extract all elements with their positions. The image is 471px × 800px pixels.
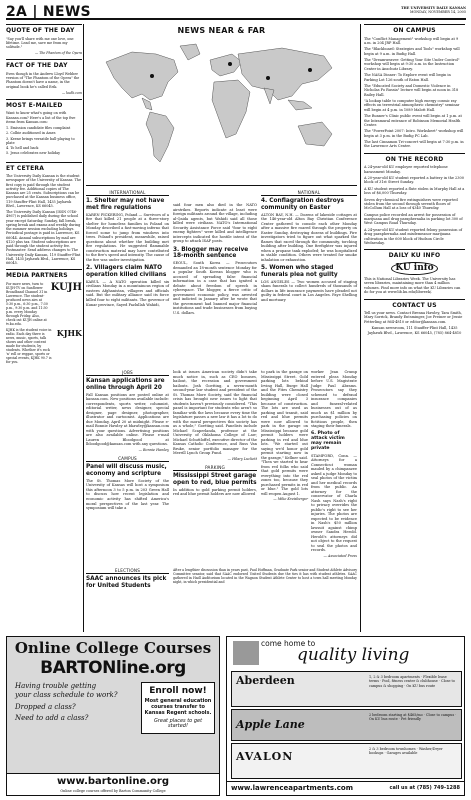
avalon-listing [231,743,462,779]
record-item: A 20-year-old KU student reported a battery in the 2300 block of 31st Street Sunday. [364,176,464,185]
fact-source: — kudb.com [61,90,82,95]
marker-poland [228,62,232,66]
campus-body: The St. Thomas More Society of the University of Kansas will host a symposium this afternoon 3 to 5 p.m. in 203 Green Hall to discuss how recent legislation and economic activity has shifted America's moral perspectives of the last year. The symposium will take a [86,478,169,511]
on-campus-item: The "Dreamweaver: Getting Your Site Under Control" workshop will begin at 9:30 a.m. in the Instruction Center in Anschutz Library. [364,58,460,71]
record-item: Seven dry-chemical fire extinguishers were reported stolen from the second through seventh floors of McCollum Hall at a loss of $340 Thursday. [364,197,458,211]
barton-ad-fineprint: Online college courses offered by Barton Community College [60,788,166,793]
media-kujh [6,282,82,326]
most-emailed-heading: MOST E-MAILED [6,99,82,110]
campus-kicker: CAMPUS [86,456,169,462]
most-emailed-item[interactable]: 3. Keene brings versatile ball-playing to plate [6,136,75,145]
on-campus-item: The "Educated Society and Domestic Violence in Nicholas Fo Russia" lecture will begin at noon in 318 Bailey Hall. [364,83,459,97]
elections-body: After a lengthier discussion than in years past, Paul Hoffman, Graduate Park senior and Student Athlete Advisory Committee senator, said that SAAC endorsed United Students due the ties it has with student athletes. SAAC gathered in Hadl Auditorium located in the Wagnon Student Athlete Center to host a town hall meeting Monday night, in which presidential and [173,568,357,584]
barton-ad-band [7,637,219,795]
barton-enroll-sub: Most general education courses transfer to Kansas Regent schools. [144,698,212,716]
barton-ad-footer [7,773,219,795]
campus-col-2 [173,370,257,497]
most-emailed-item[interactable]: 2. Colbie auditioned in Ames [6,131,56,136]
story-2-headline[interactable]: 2. Villagers claim NATO operation killed civilians [86,265,167,278]
on-campus-item: The Runner's Clinic public event will begin at 1 p.m. at the Intramural entrance of Robinson Memorial Health Center. [364,114,462,127]
masthead [6,4,466,20]
section-title: 2A | NEWS [6,4,91,20]
jobs-kicker: JOBS [86,370,169,376]
elections-headline[interactable]: SAAC announces its pick for United Students [86,576,167,589]
aberdeen-listing [231,671,462,707]
on-campus-item: The "PowerPoint 2007: Intro. Worksheet" workshop will begin at 3 p.m. in the Budig PC Lab. [364,129,464,138]
most-emailed-item[interactable]: 1. Emission candidate files complaint [6,126,71,130]
marker-afghanistan [266,76,270,80]
campus-byline: — Hilary Luckett [227,456,257,461]
story-6-body: STAMFORD, Conn. — Attorneys for a Connecticut woman mauled by a chimpanzee asked a judge Monday to seal photos of the victim and her medical records from the public. An attorney for the conservator of Charla Nash says Nash's right to privacy overrides the public's right to see her injuries. The photos are expected to be evidence in Nash's $50 million lawsuit against chimp owner Sandra Herold. Herold's attorneys did not object to the request to seal the photos and records. [311,453,357,553]
story-2-body: KABUL — A NATO operation killed six civilians Monday in a mountainous region of eastern Afghanistan, villagers and officials said. But the military alliance said its force killed four to eight militants. The governor of Kunar province, Sayed Fazlullah Wahidi, [86,279,169,307]
elections-kicker: ELECTIONS [86,568,169,574]
on-campus-item: The last Cinnamon Tri-concert will begin at 7:30 p.m. in the Lawrence Arts Center. [364,140,464,149]
quality-ad-phone: call us at (785) 749-1288 [389,785,460,792]
story-4-headline[interactable]: 4. Conflagration destroys community on Easter [261,198,345,211]
publication-name: THE UNIVERSITY DAILY KANSAN [401,6,466,10]
parking-headline[interactable]: Mississippi Street garage open to red, blue permits [173,473,257,486]
media-kujh-text: For more news, turn to KUJH-TV on Sunflower Broadband Channel 31 in Lawrence. The student-produced news airs at 5:30 p.m., 6:30 p.m., 7:30 p.m., 9:30 p.m. and 11:30 p.m. every Monday through Friday. Also, check out KUJH online at tv.ku.edu. [6,281,48,326]
ku-info-heading: DAILY KU INFO [364,249,465,260]
media-kjhk [6,328,82,364]
quality-ad-come: come home to [261,639,316,648]
story-1-body: KAREN PICKERING, Poland — Survivors of a fire that killed 21 people at a three-story shelter for homeless families in Poland on Monday described a fast-moving inferno that forced some to jump from windows into trees. Poland's president, meanwhile, raised questions about whether the building met fire regulations. He suggested flammable construction material may have contributed to the fire's speed and intensity. The cause of the fire was under investigation. [86,212,169,262]
international-col-2 [173,203,257,315]
quality-ad-url[interactable]: www.lawrenceapartments.com [231,784,353,793]
quality-living-ad[interactable] [226,636,465,796]
ku-info-logo-text: KU info [391,262,437,275]
barton-ad-title: Online College Courses [14,639,212,657]
news-map [86,24,357,186]
story-6-byline: — Associated Press [323,553,357,558]
etcetera-heading: ET CETERA [6,162,82,173]
record-item: Campus police recorded an arrest for possession of marijuana and drug paraphernalia in parking lot 300 of West Campus Road Thursday. [364,212,463,226]
publication-date: MONDAY, NOVEMBER 14, 2005 [410,10,466,15]
jobs-body: Fall Kansan positions are posted online at kansan.com. New positions available include: correspondents, sports writer, columnist, editorial writer, news designer, special designer, page designer, photographer, illustrator and cartoonist. Applications are due Monday, April 20 at midnight. Please e-mail Bonnie Hawley at bhawley@kansan.com with your questions. Advertising positions are also available online. Please e-mail Lauren Bloodgood at lbloodgood@kansan.com with any questions. [86,392,170,447]
right-rail-divider [360,24,361,632]
media-kjhk-text: KJHK is the student voice in radio. Each day there is news, music, sports, talk shows and other content made for students, by students. Whether it's rock 'n' roll or reggae, sports or special events, KJHK 90.7 is for you. [6,327,52,364]
quote-text: "Say you'll share with me one love, one lifetime. Lead me, save me from my solitude." [6,36,74,49]
quality-ad-title: quality living [297,645,410,665]
parking-col-2 [261,370,308,502]
contact-text: Tell us your news. Contact Brenna Hawley, Tara Smith, Mary Sorrick, Brandy Entsminger, Joe Preiner or Jessie Fetterling at 864-4810 or editor@kansan.com. [364,311,463,324]
jobs-headline[interactable]: Kansan applications are online through April 20 [86,378,165,391]
parking-body: In addition to gold parking permit holders, red and blue permit holders are now allowed [173,487,257,497]
jobs-col [86,370,169,511]
apple-lane-info: 2 bedroom starting at $465/mo · Close to campus · On KU bus route · Pet friendly [369,713,457,722]
avalon-info: 2 & 3 bedroom townhomes · Washer/Dryer hookups · Garages available [369,747,443,756]
barton-ad-question: Dropped a class? [15,702,76,711]
parking-continued: to park in the garage on Mississippi Street. Gold parking lots behind Irving Hall, Burge Hall and the Fites Chemistry building were closed beginning April 3 because of construction. The lots are used as parking and transit, said red and blue permits were now allowed to park in the garage on Mississippi because gold permit holders were parking in red and blue lots. "We started out saying we'd honor gold permit starting now in the garage," Kellner said. "Then we started to hear from red folks who said that gold permits were everything into the red zones too, because they purchased permits in red or blue." The gold lots will reopen August 1. [261,370,308,496]
marker-korea [308,68,312,72]
record-item: A 24-year-old KU student reported felony possession of drug paraphernalia and misdemeanor marijuana cultivation in the 600 block of Hudson Circle Wednesday. [364,227,463,245]
apple-lane-name: Apple Lane [236,718,305,731]
ku-info-logo [364,262,465,275]
left-rail [6,24,82,364]
ku-info-text: This is National Libraries Week. The University has seven libraries, maintaining more than 4 million volumes. Find more info on what the KU Libraries can do for you at www.lib.ku.edu/libweek/. [364,277,461,295]
barton-ad-question: your class schedule to work? [15,690,118,699]
parking-byline: — Mike Kreisberger [273,497,308,502]
etcetera-text: The University Daily Kansan is the student newspaper of the University of Kansas. The first copy is paid through the student activity fee. Additional copies of The Kansan are 25 cents. Subscriptions can be purchased at the Kansan business office, 119 Stauffer-Flint Hall, 1435 Jayhawk Blvd., Lawrence, KS 66045. [6,174,81,208]
news-map-heading: NEWS NEAR & FAR [177,26,266,35]
story-3-headline[interactable]: 3. Blogger may receive 18-month sentence [173,246,249,259]
most-emailed-item[interactable]: 5. Jesus celebrates new holiday [6,151,61,156]
story-1-headline[interactable]: 1. Shelter may not have met fire regulations [86,198,165,211]
on-campus-item: The "Conflict Management" workshop will begin at 9 a.m. in 204 JRP Hall. [364,36,459,45]
media-heading: MEDIA PARTNERS [6,269,82,280]
barton-ad-question: Need to add a class? [15,714,89,723]
story-4-body: ALTON BAY, N.H. — Dozens of lakeside cottages at the 146-year-old Alton Bay Christian Conference Center gathered to console each other Monday after a massive fire roared through the property on Easter Sunday, destroying dozens of buildings. Fire investigators tried to figure out what sparked the flames that raced through the community, torching building after building. One firefighter was injured when a propane tank exploded; he was hospitalized in stable condition. Others were treated for smoke inhalation or exhaustion. [261,212,357,262]
kujh-logo: KUJH [50,281,82,293]
most-emailed-intro: Want to know what's going on with Kansan.com? Here's a list of the top five items from Kansan.com: [6,111,76,124]
on-campus-item: The "Blackboard: Strategies and Tools" workshop will begin at 9 a.m. in Budig Hall. [364,47,460,56]
etcetera-text-2: The University Daily Kansan (ISSN 0746-4967) is published daily during the school year except Saturday, Sunday, fall break, spring break and exams and weekly during the summer session excluding holidays. Periodical postage is paid in Lawrence, KS 66044. Annual subscriptions by mail are $120 plus tax. Student subscriptions are paid through the student activity fee. Postmaster: Send address changes to The University Daily Kansan, 119 Stauffer-Flint Hall, 1435 Jayhawk Blvd., Lawrence, KS 66045. [6,210,81,265]
story-5-body: LOS ANGELES — Two women accused of staging sham funerals to collect hundreds of thousands of dollars in life insurance payments have pleaded not guilty in federal court in Los Angeles. Faye Shelling and mortuary [261,279,357,302]
right-rail [364,24,465,337]
national-col-1 [261,190,357,303]
fact-heading: FACT OF THE DAY [6,59,82,70]
campus-continued: look at issues American society didn't take much notice in, such as CEO bonuses, bailout, the recession and government bailouts. Josh Goetting, a seven-month second-year law student and president of the St. Thomas More Society, said the financial crisis has brought new issues to light that students haven't previously considered. "This panel is important for students who aren't so familiar with the laws because every time the legislature passes a new law it has a lot to do with the moral perspectives this society has as a whole," Goetting said. Panelists include Michael Scaperlanda, professor at the University of Oklahoma College of Law; Michael Schuttloffel, executive director of the Kansas Catholic Conference, and Russ Van Bruke, senior portfolio manager for the Merrill Lynch Group Fund. [173,370,257,456]
story-2-continued: said four men also died in the NATO airstrikes. Reports indicate at least were foreign militants around the village, including al-Qaida agents, but Wahidi said all those killed were civilians. NATO's International Security Assistance Force said "four to eight enemy fighters" were killed and intelligence intercepts indicated the hostile intent of the group to attack ISAF posts. [173,203,257,244]
world-map [92,38,351,178]
barton-ad-url[interactable]: www.bartonline.org [57,776,169,788]
barton-ad-question: Having trouble getting [15,682,97,690]
contact-heading: CONTACT US [364,299,465,310]
barton-ad-brand: BARTONline.org [40,657,186,678]
on-the-record-heading: ON THE RECORD [364,153,465,164]
quote-heading: QUOTE OF THE DAY [6,24,82,35]
story-3-body: SEOUL, South Korea — Prosecutors demanded an 18-month sentence Monday for a popular South Korean blogger who is accused of spreading false financial information in a case that has ignited a debate about freedom of speech in cyberspace. The blogger, a fierce critic of government economic policy, was arrested and indicted in January after he wrote that the government had banned major financial institutions and trade businesses from buying U.S. dollars. [173,261,257,315]
rail-divider [83,24,84,632]
quality-ad-footer [227,781,464,795]
story-5-continued: worker Jean Crump entered pleas Monday before U.S. Magistrate Judge Paul Abrams. Prosecutors say they schemed to defraud insurance companies and funeral-related businesses out of as much as $1 million by purchasing policies on fictitious people, then staging their funerals. [311,370,357,429]
record-item: A KU student reported a flute stolen in Murphy Hall at a loss of $6,000 Thursday. [364,186,465,196]
most-emailed-list [6,126,82,156]
elections-block [86,568,357,591]
ad-photo [233,641,259,665]
marker-national [150,74,154,78]
barton-enroll-cta: Enroll now! [149,686,207,696]
barton-online-ad[interactable] [6,636,220,796]
story-5-headline[interactable]: 5. Women who staged funerals plea not guilty [261,265,338,278]
barton-enroll-sub-2: Great places to get started! [153,717,203,730]
story-6-headline[interactable]: 6. Photo of attack victim may remain private [311,430,345,451]
fact-text: Even though in the Andrew Lloyd Webber version of "The Phantom of the Opera" the Phantom doesn't have a name, in the original book he's called Erik. [6,71,80,89]
aberdeen-name: Aberdeen [236,674,295,687]
on-campus-item: "A lookup table to computer high energy cosmic ray effects on terrestrial atmospheric chemistry" seminar will begin at 4 p.m. in 1089 Malott Hall. [364,99,460,112]
international-col-1 [86,190,169,307]
campus-headline[interactable]: Panel will discuss music, economy and scripture [86,464,167,477]
contact-address: Kansan newsroom, 111 Stauffer-Flint Hall, 1435 Jayhawk Blvd., Lawrence, KS 66045, (785) 864-4810 [367,326,462,335]
aberdeen-info: 1, 2 & 3 bedroom apartments · Flexible lease terms · Pool, fitness center & clubhouse · Close to campus & shopping · On KU bus route [369,675,455,688]
on-campus-heading: ON CAMPUS [364,24,465,35]
apple-lane-listing [231,709,462,741]
quote-source: — The Phantom of the Opera [35,51,82,56]
record-item: A 24-year-old KU employee reported telephone harassment Monday. [364,165,448,174]
jobs-byline: — Bonnie Hawley [138,447,169,452]
international-kicker: INTERNATIONAL [86,190,169,196]
national-kicker: NATIONAL [261,190,357,196]
barton-enroll-box [141,682,215,734]
avalon-name: AVALON [236,750,294,763]
story-6-col [311,370,357,558]
kjhk-logo: KJHK [56,327,82,338]
on-campus-item: The NASA Dinner: To Explore event will begin in Parking Lot 126 south of Eaton Hall. [364,73,451,82]
publication-info [401,6,466,15]
most-emailed-item[interactable]: 4. To hell and back [6,146,39,150]
parking-kicker: PARKING [173,465,257,471]
elections-col-1 [86,568,169,591]
